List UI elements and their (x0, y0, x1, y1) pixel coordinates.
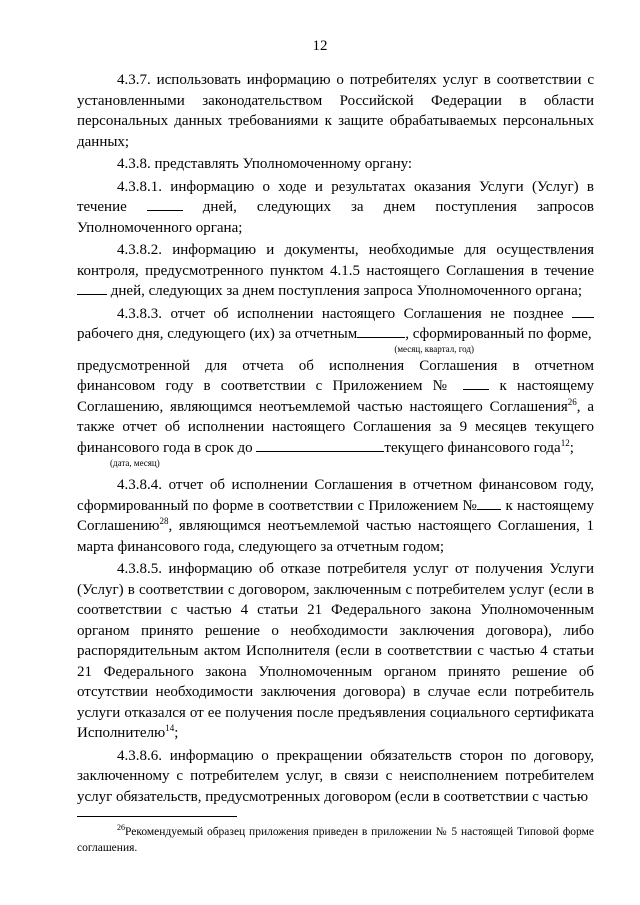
hint-date: (дата, месяц) (110, 458, 160, 468)
paragraph-4-3-8-3: 4.3.8.3. отчет об исполнении настоящего Соглашения не позднее рабочего дня, следующего (их) за отчетным , сформированный по форме, (77, 304, 594, 345)
paragraph-4-3-8-4: 4.3.8.4. отчет об исполнении Соглашения в отчетном финансовом году, сформированный по форме в соответствии с Приложением № к настоящему Соглашению$^{28}$, являющимся неотъемлемой частью настоящего Соглашения, 1 марта финансового года, следующего за отчетным годом; (77, 477, 594, 555)
hint-period: (месяц, квартал, год) (394, 343, 474, 354)
paragraph-4-3-8-3-cont: предусмотренной для отчета об исполнения Соглашения в отчетном финансовом году в соответствии с Приложением № к настоящему Соглашению, являющимся неотъемлемой частью настоящего Соглашения$^{26}$, а также отчет об исполнении настоящего Соглашения за 9 месяцев текущего финансового года в срок до текущего финансового года$^{12}$; (77, 357, 594, 456)
paragraph-4-3-8-1: 4.3.8.1. информацию о ходе и результатах оказания Услуги (Услуг) в течение дней, следующих за днем поступления запросов Уполномоченного органа; (77, 178, 594, 236)
blank-period (357, 325, 405, 338)
footnote-26: $^{26}$Рекомендуемый образец приложения приведен в приложении № 5 настоящей Типовой форме соглашения. (77, 823, 594, 854)
page-number: 12 (312, 38, 328, 54)
footnote-ref-26: 26 (567, 396, 577, 407)
blank-days-1 (147, 198, 183, 211)
paragraph-4-3-8-5: 4.3.8.5. информацию об отказе потребителя услуг от получения Услуги (Услуг) в соответствии с договором, заключенным с потребителем услуг (если в соответствии с частью 4 статьи 21 Федерального закона Уполномоченным органом принято решение о необходимости заключения договора), либо распорядительным актом Исполнителя (если в соответствии с частью 4 статьи 21 Федерального закона Уполномоченным органом принято решение об отсутствии необходимости заключения договора) в случае если потребитель услуги отказался от ее получения после предъявления социального сертификата Исполнителю$^{14}$; (77, 561, 594, 741)
footnote-ref-12: 12 (560, 437, 570, 448)
blank-date (256, 439, 384, 452)
footnote-mark: 26 (117, 823, 125, 833)
blank-deadline-day (572, 305, 594, 318)
blank-appendix-number-2 (477, 497, 501, 510)
footnote-ref-14: 14 (165, 723, 175, 733)
paragraph-4-3-7: 4.3.7. использовать информацию о потребителях услуг в соответствии с установленными законодательством Российской Федерации в области персональных данных требованиями к защите обрабатываемых персональных данных; (77, 72, 594, 150)
paragraph-4-3-8-6: 4.3.8.6. информацию о прекращении обязательств сторон по договору, заключенному с потребителем услуг, в связи с неисполнением потребителем услуг обязательств, предусмотренных договором (если в соответствии с частью (77, 747, 594, 805)
blank-appendix-number (463, 377, 489, 390)
document-body (77, 70, 594, 807)
paragraph-4-3-8-2: 4.3.8.2. информацию и документы, необходимые для осуществления контроля, предусмотренного пунктом 4.1.5 настоящего Соглашения в течение дней, следующих за днем поступления запроса Уполномоченного органа; (77, 242, 594, 299)
footnote-ref-28: 28 (159, 516, 169, 526)
footnote-separator (77, 816, 237, 817)
blank-days-2 (77, 282, 107, 295)
paragraph-4-3-8: 4.3.8. представлять Уполномоченному органу: (117, 156, 413, 172)
